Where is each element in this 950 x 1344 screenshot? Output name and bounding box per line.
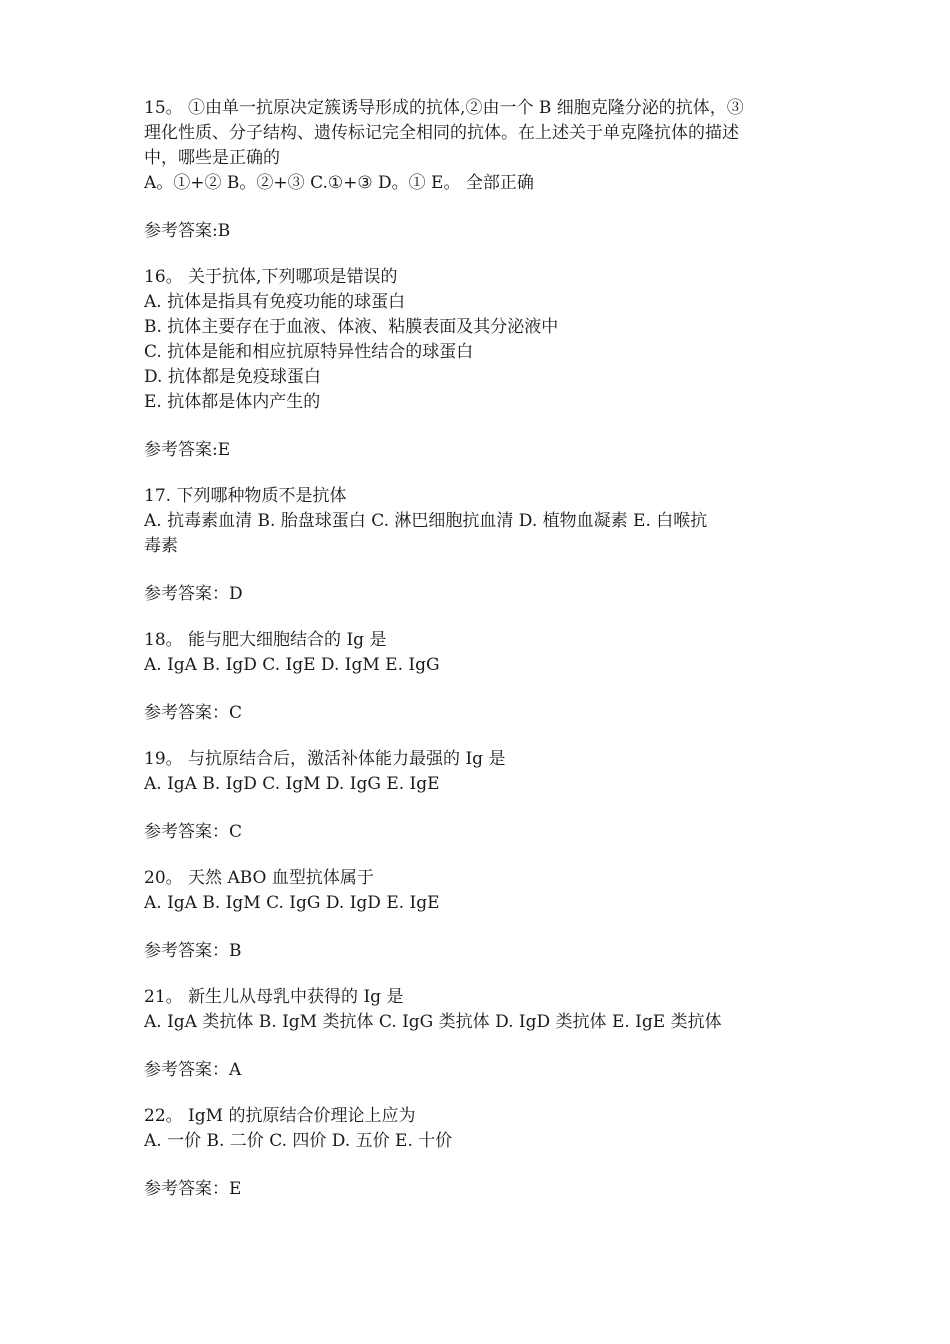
reference-answer: 参考答案：A xyxy=(144,1060,242,1080)
question-options: A. IgA B. IgD C. IgE D. IgM E. IgG xyxy=(144,655,440,675)
reference-answer: 参考答案：E xyxy=(144,1179,242,1199)
reference-answer: 参考答案：C xyxy=(144,822,243,842)
reference-answer: 参考答案：C xyxy=(144,703,243,723)
question-17 xyxy=(144,484,812,607)
question-20 xyxy=(144,866,812,964)
reference-answer: 参考答案：D xyxy=(144,584,243,604)
question-stem: 16。 关于抗体,下列哪项是错误的 xyxy=(144,267,398,287)
question-stem: 理化性质、分子结构、遗传标记完全相同的抗体。在上述关于单克隆抗体的描述 xyxy=(144,123,739,143)
question-options: A. IgA 类抗体 B. IgM 类抗体 C. IgG 类抗体 D. IgD 类抗体 E. IgE 类抗体 xyxy=(144,1012,722,1032)
question-options: A. 抗毒素血清 B. 胎盘球蛋白 C. 淋巴细胞抗血清 D. 植物血凝素 E. 白喉抗 xyxy=(144,511,708,531)
question-options: A. 一价 B. 二价 C. 四价 D. 五价 E. 十价 xyxy=(144,1131,453,1151)
question-stem: 19。 与抗原结合后，激活补体能力最强的 Ig 是 xyxy=(144,749,506,769)
question-22 xyxy=(144,1104,812,1202)
question-options: A. IgA B. IgD C. IgM D. IgG E. IgE xyxy=(144,774,440,794)
document-page xyxy=(144,96,812,1223)
question-stem: 21。 新生儿从母乳中获得的 Ig 是 xyxy=(144,987,404,1007)
question-stem: 中，哪些是正确的 xyxy=(144,148,280,168)
question-option: A. 抗体是指具有免疫功能的球蛋白 xyxy=(144,292,406,312)
question-option: B. 抗体主要存在于血液、体液、粘膜表面及其分泌液中 xyxy=(144,317,559,337)
question-15 xyxy=(144,96,812,244)
reference-answer: 参考答案:E xyxy=(144,440,231,460)
question-stem: 20。 天然 ABO 血型抗体属于 xyxy=(144,868,374,888)
question-options: A。①+② B。②+③ C.①+③ D。① E。 全部正确 xyxy=(144,173,534,193)
question-option: D. 抗体都是免疫球蛋白 xyxy=(144,367,321,387)
question-option: E. 抗体都是体内产生的 xyxy=(144,392,321,412)
question-stem: 22。 IgM 的抗原结合价理论上应为 xyxy=(144,1106,416,1126)
question-stem: 17. 下列哪种物质不是抗体 xyxy=(144,486,347,506)
question-options: A. IgA B. IgM C. IgG D. IgD E. IgE xyxy=(144,893,440,913)
reference-answer: 参考答案:B xyxy=(144,221,231,241)
question-19 xyxy=(144,747,812,845)
question-18 xyxy=(144,628,812,726)
question-option: C. 抗体是能和相应抗原特异性结合的球蛋白 xyxy=(144,342,474,362)
question-21 xyxy=(144,985,812,1083)
question-stem: 18。 能与肥大细胞结合的 Ig 是 xyxy=(144,630,387,650)
reference-answer: 参考答案：B xyxy=(144,941,242,961)
question-16 xyxy=(144,265,812,463)
question-stem: 15。 ①由单一抗原决定簇诱导形成的抗体,②由一个 B 细胞克隆分泌的抗体，③ xyxy=(144,98,744,118)
question-options: 毒素 xyxy=(144,536,178,556)
